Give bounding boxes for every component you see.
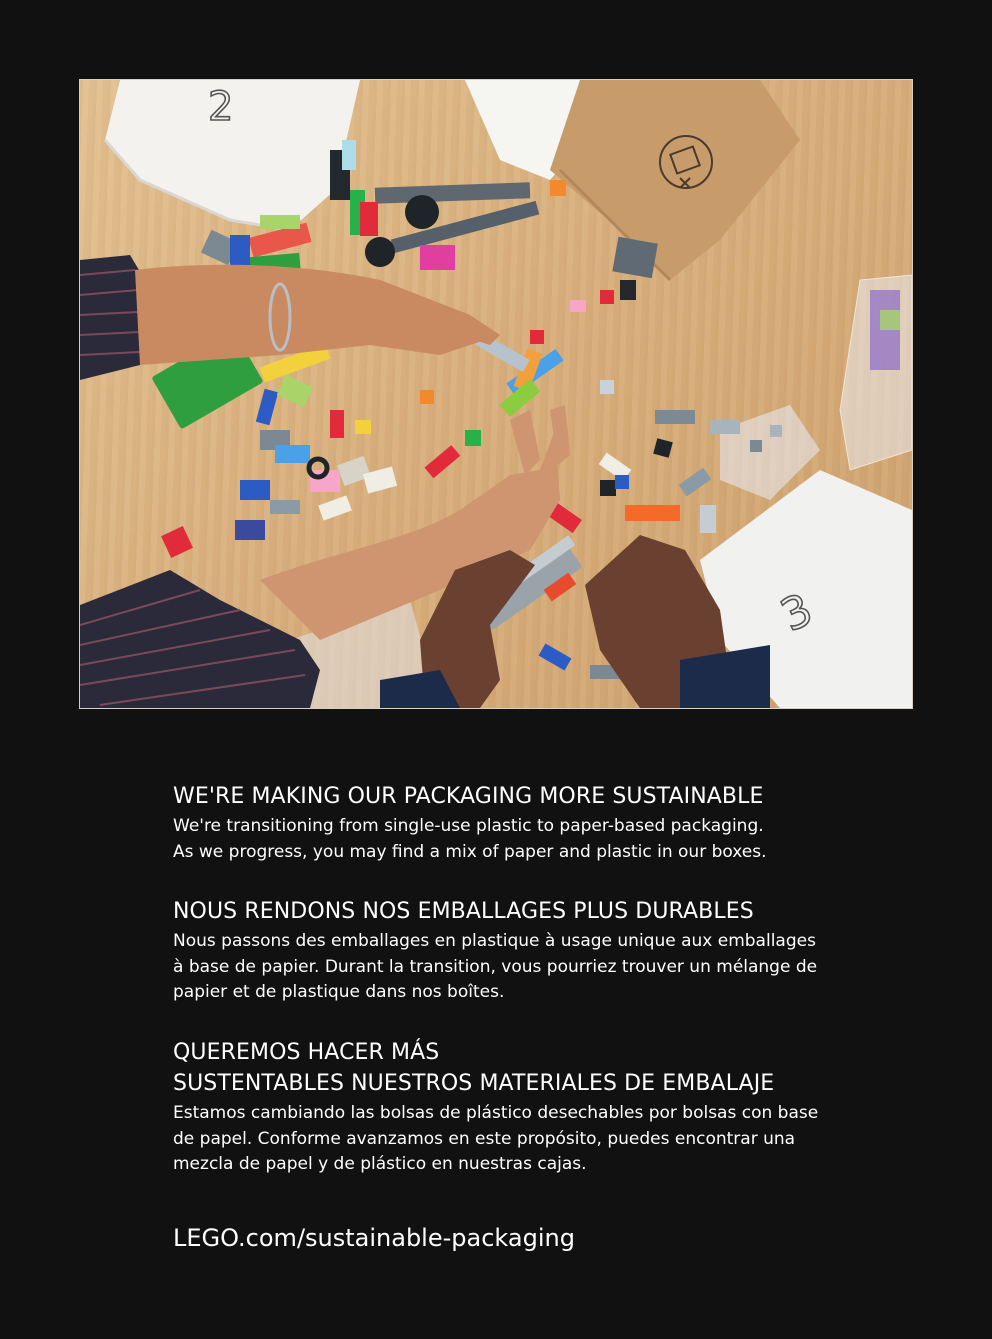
- sustainable-packaging-url: LEGO.com/sustainable-packaging: [173, 1224, 575, 1252]
- body-line: à base de papier. Durant la transition, vous pourriez trouver un mélange de: [173, 956, 818, 977]
- body-line: We're transitioning from single-use plastic to paper-based packaging.: [173, 816, 764, 836]
- heading-line: QUEREMOS HACER MÁS: [173, 1040, 440, 1065]
- section-heading: NOUS RENDONS NOS EMBALLAGES PLUS DURABLES: [173, 899, 754, 924]
- hero-photo: [79, 79, 913, 709]
- body-line: mezcla de papel y de plástico en nuestras cajas.: [173, 1154, 587, 1174]
- section-english: [173, 781, 853, 865]
- bag-number-3: 3: [773, 583, 821, 643]
- section-heading: [173, 1037, 853, 1099]
- section-french: [173, 896, 853, 1006]
- section-body: [173, 1101, 853, 1178]
- lego-building-illustration: [80, 80, 912, 708]
- paper-bag-2: [105, 80, 360, 230]
- paper-bag-brown: [550, 80, 800, 280]
- body-line: de papel. Conforme avanzamos en este propósito, puedes encontrar una: [173, 1128, 796, 1149]
- body-line: Estamos cambiando las bolsas de plástico desechables por bolsas con base: [173, 1103, 819, 1123]
- section-body: [173, 814, 853, 865]
- hands: [80, 255, 770, 708]
- section-heading: WE'RE MAKING OUR PACKAGING MORE SUSTAINABLE: [173, 784, 764, 809]
- body-line: Nous passons des emballages en plastique à usage unique aux emballages: [173, 931, 816, 951]
- section-spanish: [173, 1037, 853, 1178]
- bag-number-2: 2: [208, 84, 234, 130]
- body-line: As we progress, you may find a mix of paper and plastic in our boxes.: [173, 841, 767, 862]
- body-line: papier et de plastique dans nos boîtes.: [173, 982, 505, 1002]
- section-body: [173, 929, 853, 1006]
- heading-line: SUSTENTABLES NUESTROS MATERIALES DE EMBALAJE: [173, 1071, 775, 1096]
